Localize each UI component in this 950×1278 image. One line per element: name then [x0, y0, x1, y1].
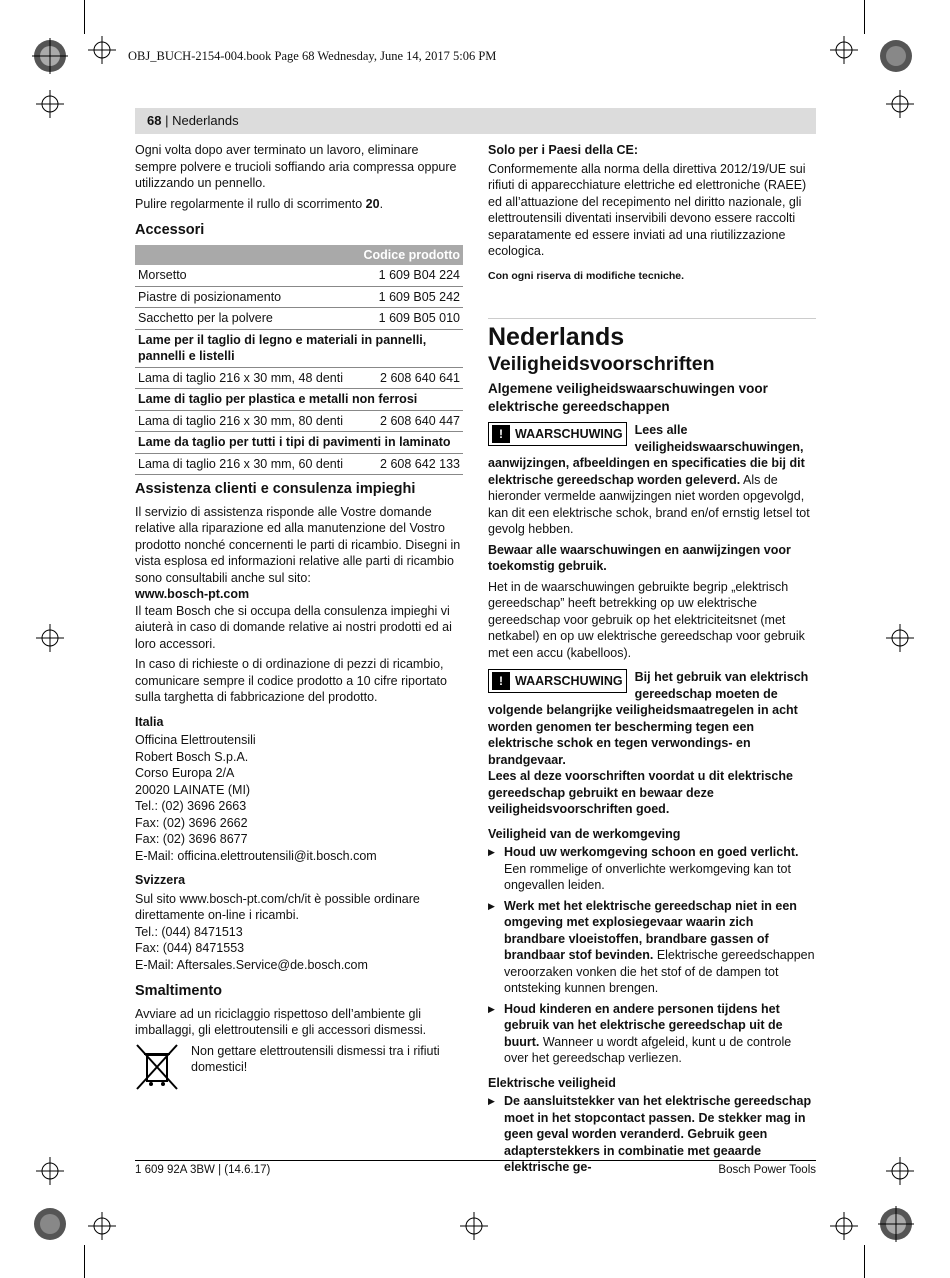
country-title: Italia — [135, 714, 164, 729]
crosshair-mark-icon — [88, 1212, 116, 1240]
section-title: Assistenza clienti e consulenza impieghi — [135, 481, 416, 497]
right-column — [488, 142, 816, 1180]
paragraph: Ogni volta dopo aver terminato un lavoro, eliminare sempre polvere e trucioli soffiando aria compressa oppure utilizzando un pennello. — [135, 143, 457, 190]
print-info-line: OBJ_BUCH-2154-004.book Page 68 Wednesday, June 14, 2017 5:06 PM — [128, 49, 497, 63]
paragraph: Het in de waarschuwingen gebruikte begrip „elektrisch gereedschap” heeft betrekking op uw elektrische gereedschap voor gebruik op het elektriciteitsnet (met netkabel) en op uw elektrische gereedschap voor gebruik met een accu (kabelloos). — [488, 579, 805, 660]
crosshair-mark-icon — [88, 36, 116, 64]
crosshair-mark-icon — [460, 1212, 488, 1240]
paragraph: Il servizio di assistenza risponde alle Vostre domande relative alla riparazione ed alla manutenzione del Vostro prodotto nonché concernenti le parti di ricambio. Disegni in vista esplosa ed informazioni relative alle parti di ricambio sono consultabili anche sul sito: www.bosch-pt.com — [135, 504, 461, 601]
crossed-bin-icon — [135, 1043, 179, 1093]
paragraph: Bewaar alle waarschuwingen en aanwijzingen voor toekomstig gebruik. — [488, 542, 791, 573]
paragraph: Pulire regolarmente il rullo di scorrimento 20. — [135, 196, 384, 211]
section-title: Smaltimento — [135, 983, 223, 999]
subsection-title: Elektrische veiligheid — [488, 1075, 616, 1090]
list-item: ▶ Houd uw werkomgeving schoon en goed verlicht. Een rommelige of onverlichte werkomgeving kan tot ongevallen leiden. — [488, 844, 816, 894]
list-item: ▶ Werk met het elektrische gereedschap niet in een omgeving met explosiegevaar waarin zich brandbare vloeistoffen, brandbare gassen of brandbaar stof bevinden. Elektrische gereedschappen veroorzaken vonken die het stof of de dampen tot ontsteking kunnen brengen. — [488, 898, 816, 997]
footer-code: 1 609 92A 3BW | (14.6.17) — [135, 1164, 271, 1176]
page-footer — [135, 1160, 816, 1176]
page-number: 68 — [147, 113, 162, 128]
registration-mark-icon — [32, 38, 68, 74]
crosshair-mark-icon — [36, 624, 64, 652]
crosshair-mark-icon — [36, 90, 64, 118]
table-row: Lama di taglio 216 x 30 mm, 48 denti 2 608 640 641 — [135, 367, 463, 389]
warning-icon: ! — [492, 672, 510, 690]
registration-mark-icon — [32, 1206, 68, 1242]
trim-line — [864, 0, 865, 34]
list-item: ▶ De aansluitstekker van het elektrische gereedschap moet in het stopcontact passen. De stekker mag in geen geval worden veranderd. Gebruik geen adapterstekkers in combinatie met geaarde elektrische ge- — [488, 1093, 816, 1176]
section-title: Accessori — [135, 222, 205, 238]
trim-line — [864, 1245, 865, 1278]
warning-paragraph: ! WAARSCHUWING Bij het gebruik van elektrisch gereedschap moeten de volgende belangrijke veiligheidsmaatregelen in acht worden genomen ter bescherming tegen een elektrische schok en tegen verwondings- en brandgevaar. Lees al deze voorschriften voordat u dit elektrische gereedschap gebruikt en bewaar deze veiligheidsvoorschriften goed. — [488, 670, 809, 816]
paragraph: Conformemente alla norma della direttiva 2012/19/UE sui rifiuti di apparecchiature elettriche ed elettroniche (RAEE) ed all’attuazione del recepimento nel diritto nazionale, gli elettroutensili diventati inservibili devono essere raccolti separatamente ed essere inviati ad una riutilizzazione ecologica. — [488, 161, 807, 258]
country-title: Svizzera — [135, 873, 186, 887]
table-header: Codice prodotto — [135, 245, 463, 266]
language-title: Nederlands — [488, 323, 625, 351]
table-group-row: Lame di taglio per plastica e metalli non ferrosi — [135, 389, 463, 411]
accessories-table — [135, 245, 463, 476]
page-header — [135, 108, 816, 134]
address-block: Sul sito www.bosch-pt.com/ch/it è possible ordinare direttamente on-line i ricambi. Tel.: (044) 8471513 Fax: (044) 8471553 E-Mail: Aftersales.Service@de.bosch.com — [135, 891, 420, 972]
left-column — [135, 142, 463, 1093]
table-group-row: Lame per il taglio di legno e materiali in pannelli, pannelli e listelli — [135, 329, 463, 367]
crosshair-mark-icon — [886, 624, 914, 652]
subsection-title: Algemene veiligheidswaarschuwingen voor elektrische gereedschappen — [488, 381, 768, 414]
paragraph: Avviare ad un riciclaggio rispettoso dell’ambiente gli imballaggi, gli elettroutensili e gli accessori dismessi. — [135, 1006, 427, 1037]
section-title: Solo per i Paesi della CE: — [488, 143, 639, 157]
paragraph: In caso di richieste o di ordinazione di pezzi di ricambio, comunicare sempre il codice prodotto a 10 cifre riportato sulla targhetta di fabbricazione del prodotto. — [135, 657, 447, 704]
section-title: Veiligheidsvoorschriften — [488, 352, 715, 375]
trim-line — [84, 0, 85, 34]
registration-mark-icon — [878, 1206, 914, 1242]
warning-label: ! WAARSCHUWING — [488, 422, 627, 446]
header-separator: | — [161, 113, 173, 128]
table-row: Lama di taglio 216 x 30 mm, 60 denti 2 608 642 133 — [135, 453, 463, 475]
registration-mark-icon — [878, 38, 914, 74]
paragraph: Non gettare elettroutensili dismessi tra i rifiuti domestici! — [191, 1043, 440, 1074]
table-row: Piastre di posizionamento 1 609 B05 242 — [135, 286, 463, 308]
crosshair-mark-icon — [36, 1157, 64, 1185]
warning-icon: ! — [492, 425, 510, 443]
warning-label: ! WAARSCHUWING — [488, 669, 627, 693]
crosshair-mark-icon — [830, 1212, 858, 1240]
warning-paragraph: ! WAARSCHUWING Lees alle veiligheidswaarschuwingen, aanwijzingen, afbeeldingen en specificaties die bij dit elektrische gereedschap worden geleverd. Als de hieronder vermelde aanwijzingen niet worden opgevolgd, kan dit een elektrische schok, brand en/of ernstig letsel tot gevolg hebben. — [488, 423, 810, 536]
address-block: Officina Elettroutensili Robert Bosch S.p.A. Corso Europa 2/A 20020 LAINATE (MI) Tel.: (02) 3696 2663 Fax: (02) 3696 2662 Fax: (02) 3696 8677 E-Mail: officina.elettroutensili@it.bosch.com — [135, 733, 377, 863]
subsection-title: Veiligheid van de werkomgeving — [488, 826, 681, 841]
table-row: Lama di taglio 216 x 30 mm, 80 denti 2 608 640 447 — [135, 410, 463, 432]
trim-line — [84, 1245, 85, 1278]
reserve-note: Con ogni riserva di modifiche tecniche. — [488, 269, 685, 282]
table-group-row: Lame da taglio per tutti i tipi di pavimenti in laminato — [135, 432, 463, 454]
header-language: Nederlands — [172, 113, 239, 128]
crosshair-mark-icon — [886, 90, 914, 118]
crosshair-mark-icon — [830, 36, 858, 64]
table-row: Morsetto 1 609 B04 224 — [135, 265, 463, 286]
paragraph: Il team Bosch che si occupa della consulenza impieghi vi aiuterà in caso di domande relative ai nostri prodotti ed ai loro accessori. — [135, 603, 452, 651]
disposal-note — [135, 1043, 463, 1076]
crosshair-mark-icon — [886, 1157, 914, 1185]
list-item: ▶ Houd kinderen en andere personen tijdens het gebruik van het elektrische gereedschap uit de buurt. Wanneer u wordt afgeleid, kunt u de controle over het gereedschap verliezen. — [488, 1001, 816, 1067]
table-row: Sacchetto per la polvere 1 609 B05 010 — [135, 308, 463, 330]
footer-brand: Bosch Power Tools — [718, 1164, 816, 1176]
